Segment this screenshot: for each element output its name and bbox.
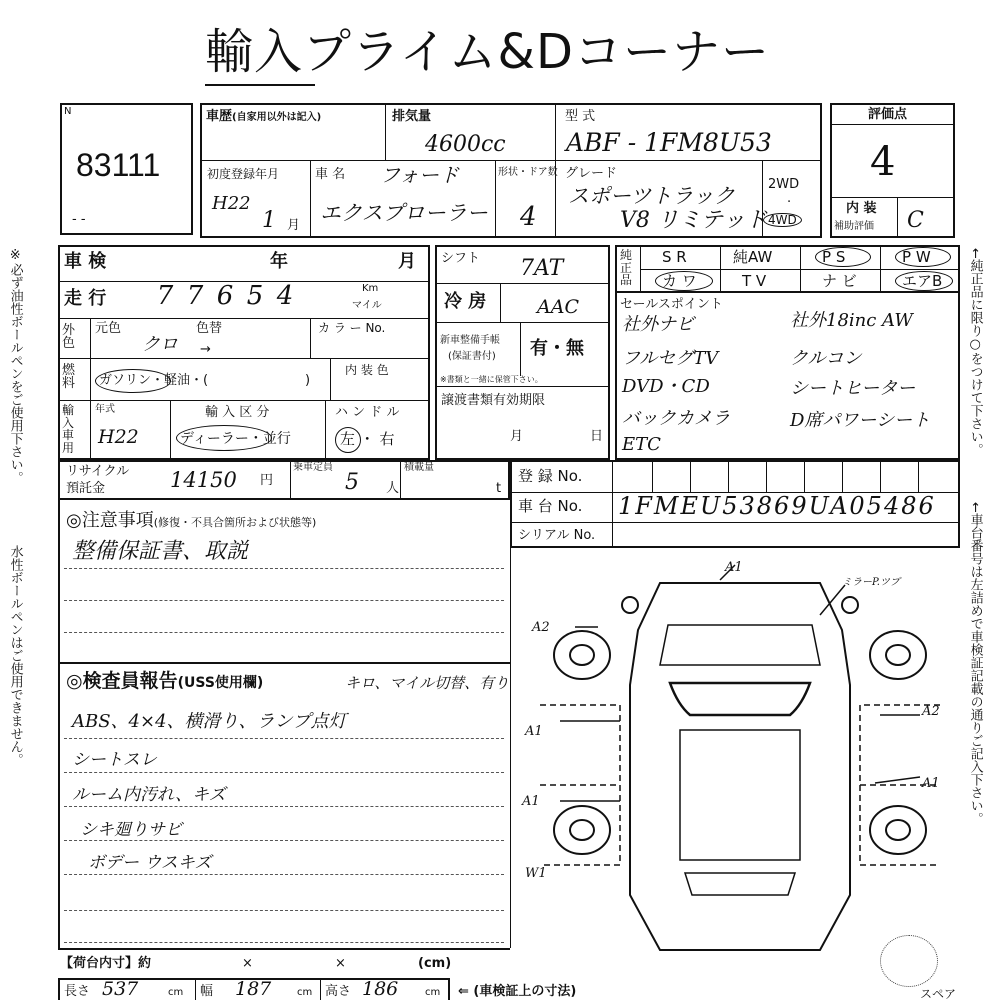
sales-item: シートヒーター xyxy=(790,378,916,399)
genuine-item: P W xyxy=(902,248,931,266)
sales-item: 社外18inc AW xyxy=(790,310,913,331)
drive-2wd: 2WD xyxy=(768,177,800,192)
registration-cell-divider xyxy=(880,460,881,492)
dims-note: ⇐ (車検証上の寸法) xyxy=(458,984,577,999)
manual-value: 有・無 xyxy=(530,338,584,359)
diagram-mark: A2 xyxy=(922,704,940,719)
report-title: ◎検査員報告(USS使用欄) xyxy=(66,670,264,692)
genuine-item: T V xyxy=(742,272,767,290)
sales-item: 社外ナビ xyxy=(622,314,694,335)
recycle-label-2: 預託金 xyxy=(66,481,106,496)
genuine-item: 純AW xyxy=(733,248,773,266)
fuel-close: ) xyxy=(305,373,311,388)
sales-item: クルコン xyxy=(790,348,862,369)
width-label: 幅 xyxy=(200,984,214,999)
doors-value: 4 xyxy=(520,202,537,232)
spare-label: スペア xyxy=(920,987,957,1000)
capacity-label: 乗車定員 xyxy=(293,462,333,473)
lot-box xyxy=(60,103,193,235)
mileage-unit-km: Km xyxy=(362,283,379,294)
color-orig-value: クロ xyxy=(142,334,178,355)
length-unit: cm xyxy=(168,987,184,998)
color-code-label: カ ラ ー No. xyxy=(318,321,386,335)
first-reg-era: H22 xyxy=(212,193,251,214)
sales-item: DVD・CD xyxy=(622,376,710,397)
title-underline xyxy=(205,84,315,86)
color-orig-label: 元色 xyxy=(95,321,122,336)
registration-cell-divider xyxy=(842,460,843,492)
recycle-value: 14150 xyxy=(170,468,237,492)
diagram-mark: ミラーP.ツブ xyxy=(842,577,900,588)
grade-label: グレード xyxy=(565,166,618,181)
car-maker: フォード xyxy=(380,163,459,187)
diagram-mark: A1 xyxy=(525,724,543,739)
genuine-circle xyxy=(815,247,871,267)
registration-cell-divider xyxy=(918,460,919,492)
registration-cell-divider xyxy=(804,460,805,492)
score-label: 評価点 xyxy=(868,107,908,122)
manual-label: 新車整備手帳 xyxy=(440,335,500,346)
registration-cell-divider xyxy=(728,460,729,492)
model-type-label: 型 式 xyxy=(565,109,596,124)
load-label: 積載量 xyxy=(404,462,434,473)
recycle-unit: 円 xyxy=(260,473,274,488)
notes-line: 整備保証書、取説 xyxy=(72,539,249,564)
first-reg-label: 初度登録年月 xyxy=(207,167,280,181)
registration-cell-divider xyxy=(652,460,653,492)
manual-note: ※書類と一緒に保管下さい。 xyxy=(440,375,543,384)
report-line: ルーム内汚れ、キズ xyxy=(72,785,226,805)
spare-circle xyxy=(880,935,938,987)
fuel-value: ガソリン・軽油・( xyxy=(99,373,209,388)
diagram-mark: A1 xyxy=(522,794,540,809)
mileage-label: 走 行 xyxy=(64,288,107,309)
transfer-month: 月 xyxy=(510,429,524,444)
genuine-item: ナ ビ xyxy=(822,272,857,290)
side-note-right-2: ←車台番号は左詰めで車検証記載の通りご記入下さい。 xyxy=(967,502,983,825)
side-note-left-2: 水性ボールペンはご使用できません。 xyxy=(7,545,23,766)
report-line: ボデー ウスキズ xyxy=(88,853,212,873)
first-reg-month: 1 xyxy=(262,208,276,233)
height-unit: cm xyxy=(425,987,441,998)
mileage-unit-mile: マイル xyxy=(352,300,382,311)
grade-line1: スポーツトラック xyxy=(568,184,735,208)
notes-title: ◎注意事項(修復・不具合箇所および状態等) xyxy=(66,510,317,531)
serial-label: シリアル No. xyxy=(518,528,596,543)
report-header-note: キロ、マイル切替、有り xyxy=(345,674,510,692)
width-unit: cm xyxy=(297,987,313,998)
car-diagram xyxy=(520,555,960,955)
score-value: 4 xyxy=(870,139,896,185)
displacement-label: 排気量 xyxy=(392,109,432,124)
sales-item: フルセグTV xyxy=(622,348,719,369)
color-side-label: 外色 xyxy=(62,323,76,351)
sales-label: セールスポイント xyxy=(620,297,723,312)
lot-prefix: N xyxy=(64,106,72,117)
import-year-label: 年式 xyxy=(95,404,115,415)
mileage-digit: 4 xyxy=(276,281,294,311)
genuine-item: エアB xyxy=(902,272,943,290)
ac-label: 冷 房 xyxy=(444,291,487,312)
shift-label: シフト xyxy=(441,251,481,266)
report-line: シートスレ xyxy=(72,750,157,770)
sales-item: ETC xyxy=(622,434,661,455)
mileage-digit: 5 xyxy=(246,281,264,311)
genuine-item: カ ワ xyxy=(662,272,697,290)
handle-label: ハ ン ド ル xyxy=(335,405,400,420)
car-model: エクスプローラー xyxy=(320,201,488,225)
recycle-label-1: リサイクル xyxy=(66,464,130,479)
genuine-circle xyxy=(655,271,713,291)
cargo-x1: × xyxy=(242,956,253,971)
report-line: シキ廻りサビ xyxy=(80,820,182,840)
sales-item: D席パワーシート xyxy=(790,410,931,431)
car-name-label: 車 名 xyxy=(315,167,346,182)
color-repaint-label: 色替 xyxy=(196,321,223,336)
diagram-mark: A1 xyxy=(725,560,743,575)
length-value: 537 xyxy=(102,978,139,1000)
inspection-year-label: 年 xyxy=(270,251,288,272)
load-unit: t xyxy=(496,481,502,496)
transfer-label: 譲渡書類有効期限 xyxy=(441,393,546,408)
ac-value: AAC xyxy=(537,296,579,318)
color-arrow: → xyxy=(200,342,211,357)
drive-4wd: 4WD xyxy=(763,213,802,227)
interior-value: C xyxy=(907,208,924,233)
capacity-unit: 人 xyxy=(386,481,400,496)
lot-number: 83111 xyxy=(76,147,161,183)
displacement-value: 4600cc xyxy=(425,132,506,157)
interior-color-label: 内 装 色 xyxy=(345,363,389,377)
height-label: 高さ xyxy=(325,984,352,999)
interior-sub: 補助評価 xyxy=(834,221,874,232)
doors-label: 形状・ドア数 xyxy=(498,167,558,178)
genuine-item: S R xyxy=(662,248,687,266)
import-class-value: ディーラー・並行 xyxy=(180,431,291,447)
import-year-value: H22 xyxy=(98,426,139,448)
manual-sub: (保証書付) xyxy=(448,351,496,362)
chassis-value: 1FMEU53869UA05486 xyxy=(618,492,936,520)
mileage-digit: 7 xyxy=(156,281,174,311)
first-reg-month-unit: 月 xyxy=(287,218,301,233)
length-label: 長さ xyxy=(64,984,91,999)
inspection-month-label: 月 xyxy=(398,251,416,272)
height-value: 186 xyxy=(362,978,399,1000)
registration-label: 登 録 No. xyxy=(518,467,583,485)
diagram-mark: W1 xyxy=(525,866,547,881)
genuine-side-label: 純正品 xyxy=(620,248,633,288)
cargo-unit: (cm) xyxy=(418,956,452,971)
transfer-day: 日 xyxy=(590,429,604,444)
chassis-label: 車 台 No. xyxy=(518,497,583,515)
mileage-digit: 6 xyxy=(216,281,234,311)
side-note-right-1: ←純正品に限り○をつけて下さい。 xyxy=(967,248,983,456)
genuine-item: P S xyxy=(822,248,846,266)
capacity-value: 5 xyxy=(345,470,359,495)
diagram-mark: A2 xyxy=(532,620,550,635)
width-value: 187 xyxy=(235,978,272,1000)
mileage-digit: 7 xyxy=(186,281,204,311)
handle-value: 左 ・ 右 xyxy=(340,430,395,448)
mileage-digits xyxy=(150,283,300,309)
import-class-label: 輸 入 区 分 xyxy=(205,405,270,420)
fuel-gasoline-circle xyxy=(95,369,171,393)
inspection-label: 車 検 xyxy=(64,251,107,272)
diagram-mark: A1 xyxy=(922,776,940,791)
lot-sub: - - xyxy=(72,212,86,227)
cargo-label: 【荷台内寸】約 xyxy=(60,956,152,971)
fuel-side-label: 燃料 xyxy=(62,363,76,391)
genuine-circle xyxy=(895,247,951,267)
left-handle-circle xyxy=(335,427,361,453)
shift-value: 7AT xyxy=(520,256,564,281)
side-note-left-1: ※必ず油性ボールペンをご使用下さい。 xyxy=(7,248,23,484)
history-label: 車歴(自家用以外は記入) xyxy=(206,109,322,124)
import-side-label: 輸入車用 xyxy=(62,403,75,455)
registration-cell-divider xyxy=(766,460,767,492)
model-type-value: ABF - 1FM8U53 xyxy=(566,128,772,157)
genuine-circle xyxy=(895,271,953,291)
report-line: ABS、4×4、横滑り、ランプ点灯 xyxy=(72,711,347,732)
dealer-circle xyxy=(176,425,272,451)
cargo-x2: × xyxy=(335,956,346,971)
registration-cell-divider xyxy=(690,460,691,492)
sales-item: バックカメラ xyxy=(622,408,730,429)
page-title: 輸入プライム&Dコーナー xyxy=(205,24,770,80)
interior-label: 内 装 xyxy=(846,201,877,216)
grade-line2: V8 リミテッド xyxy=(620,208,767,233)
